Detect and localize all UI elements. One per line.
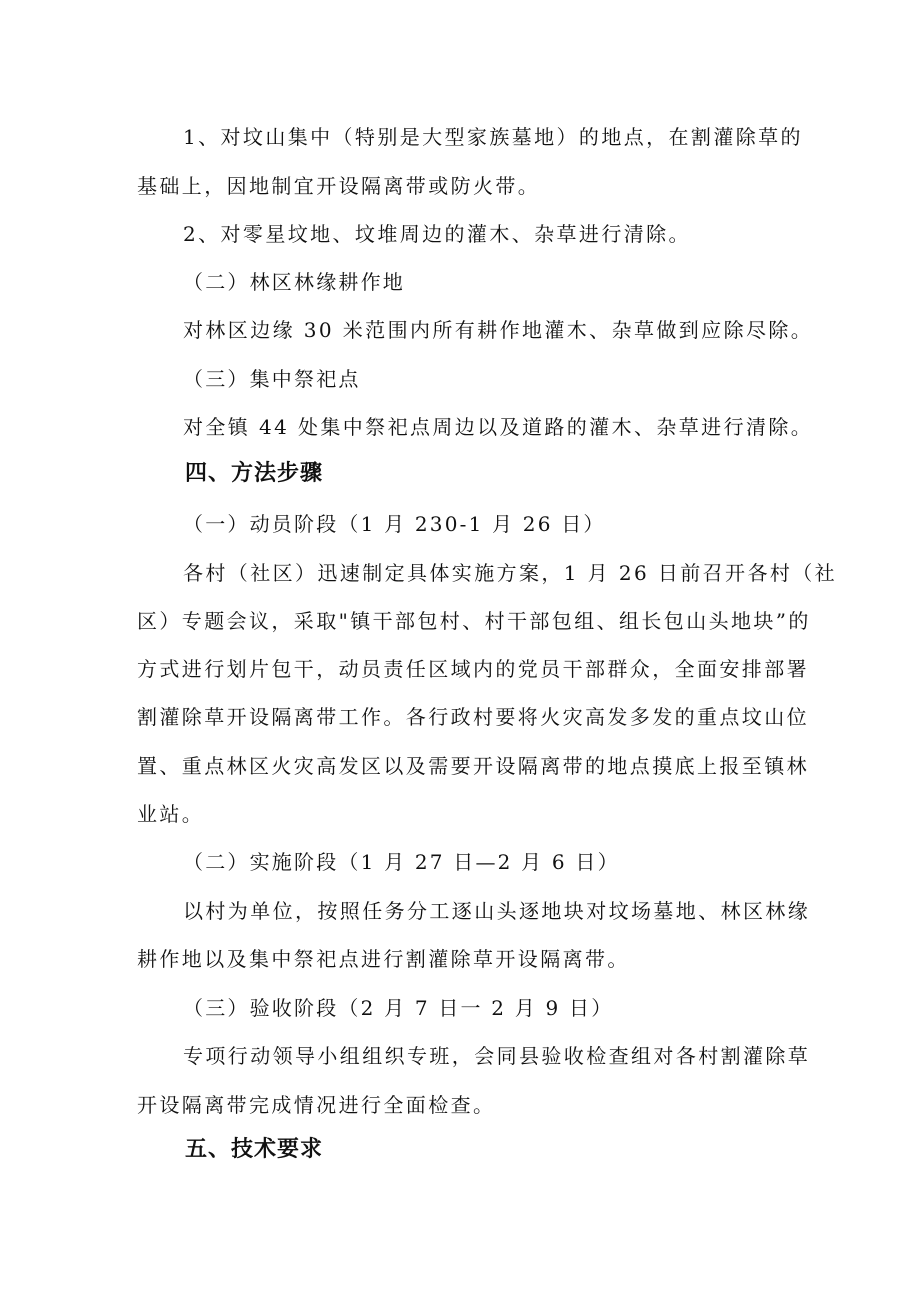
subheading: （二）实施阶段（1 月 27 日—2 月 6 日） [183,850,620,874]
paragraph-line: 耕作地以及集中祭祀点进行割灌除草开设隔离带。 [137,947,630,971]
paragraph-line: 对全镇 44 处集中祭祀点周边以及道路的灌木、杂草进行清除。 [183,415,814,439]
paragraph-line: 1、对坟山集中（特别是大型家族墓地）的地点，在割灌除草的 [183,125,803,149]
paragraph-line: 开设隔离带完成情况进行全面检查。 [137,1093,496,1117]
paragraph-line: 专项行动领导小组组织专班，会同县验收检查组对各村割灌除草 [183,1044,811,1068]
subheading: （三）集中祭祀点 [183,367,361,391]
paragraph-line: 2、对零星坟地、坟堆周边的灌木、杂草进行清除。 [183,222,691,246]
paragraph-line: 区）专题会议，采取"镇干部包村、村干部包组、组长包山头地块”的 [137,609,811,633]
paragraph-line: 对林区边缘 30 米范围内所有耕作地灌木、杂草做到应除尽除。 [183,318,814,342]
paragraph-line: 割灌除草开设隔离带工作。各行政村要将火灾高发多发的重点坟山位 [137,705,809,729]
paragraph-line: 方式进行划片包干，动员责任区域内的党员干部群众，全面安排部署 [137,657,809,681]
paragraph-line: 置、重点林区火灾高发区以及需要开设隔离带的地点摸底上报至镇林 [137,754,809,778]
paragraph-line: 以村为单位，按照任务分工逐山头逐地块对坟场墓地、林区林缘 [183,899,811,923]
paragraph-line: 业站。 [137,802,205,826]
section-heading: 四、方法步骤 [185,461,324,486]
subheading: （一）动员阶段（1 月 230-1 月 26 日） [183,512,606,536]
subheading: （二）林区林缘耕作地 [183,270,405,294]
section-heading: 五、技术要求 [185,1137,324,1162]
paragraph-line: 基础上，因地制宜开设隔离带或防火带。 [137,174,541,198]
paragraph-line: 各村（社区）迅速制定具体实施方案，1 月 26 日前召开各村（社 [183,561,838,585]
subheading: （三）验收阶段（2 月 7 日一 2 月 9 日） [183,996,614,1020]
